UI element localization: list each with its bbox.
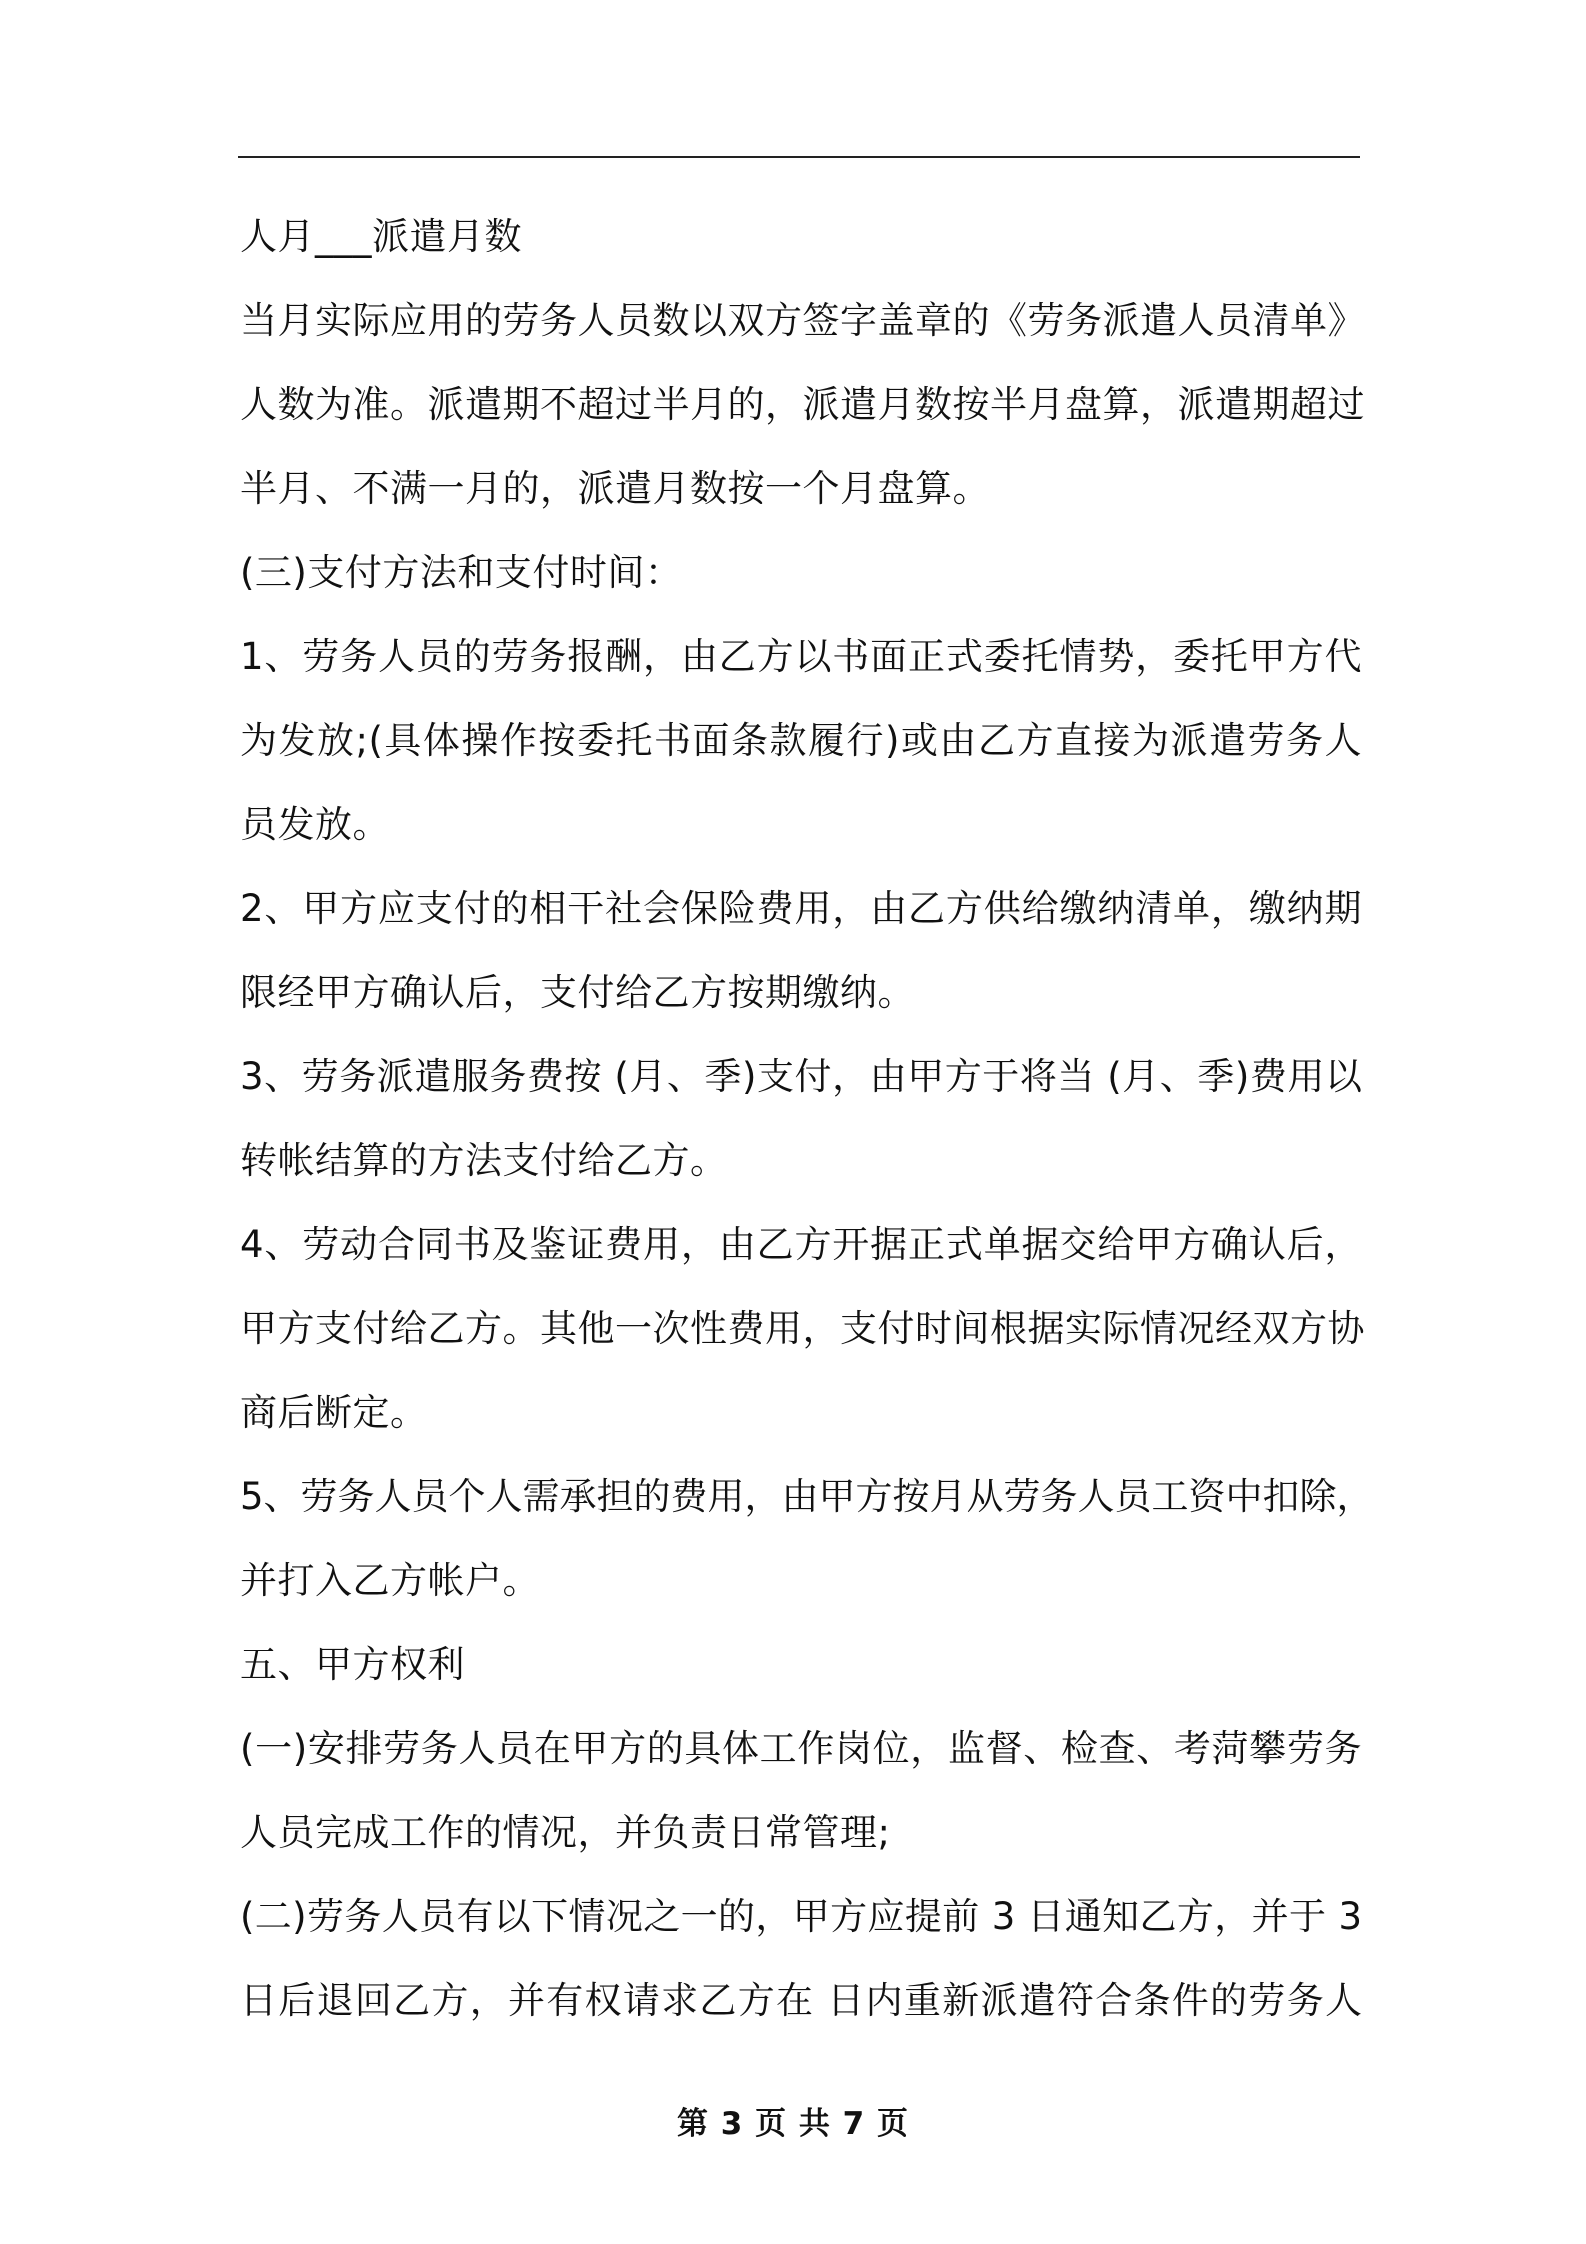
header-rule [238,156,1360,158]
text-line: 人数为准。派遣期不超过半月的，派遣月数按半月盘算，派遣期超过 [240,383,1365,426]
text-line: 当月实际应用的劳务人员数以双方签字盖章的《劳务派遣人员清单》 [240,299,1365,342]
text-line: 并打入乙方帐户。 [240,1559,540,1602]
text-line: 转帐结算的方法支付给乙方。 [240,1139,728,1182]
text-line: 日后退回乙方，并有权请求乙方在 日内重新派遣符合条件的劳务人 [240,1979,1362,2022]
text-line: 员发放。 [240,803,390,846]
document-body [240,195,1374,2043]
page-number: 第 3 页 共 7 页 [676,2106,910,2142]
text-line: 商后断定。 [240,1391,428,1434]
text-line: 1、劳务人员的劳务报酬，由乙方以书面正式委托情势，委托甲方代 [240,635,1362,678]
text-line: 4、劳动合同书及鉴证费用，由乙方开据正式单据交给甲方确认后， [240,1223,1362,1266]
text-line: 人员完成工作的情况，并负责日常管理; [240,1811,891,1854]
text-line: 半月、不满一月的，派遣月数按一个月盘算。 [240,467,990,510]
section-heading: (三)支付方法和支付时间： [240,551,683,594]
text-line: (二)劳务人员有以下情况之一的，甲方应提前 3 日通知乙方，并于 3 [240,1895,1362,1938]
text-line: 限经甲方确认后，支付给乙方按期缴纳。 [240,971,915,1014]
text-line: (一)安排劳务人员在甲方的具体工作岗位，监督、检查、考菏攀劳务 [240,1727,1362,1770]
section-heading: 五、甲方权利 [240,1643,465,1686]
text-line: 5、劳务人员个人需承担的费用，由甲方按月从劳务人员工资中扣除， [240,1475,1374,1518]
text-line: 甲方支付给乙方。其他一次性费用，支付时间根据实际情况经双方协 [240,1307,1365,1350]
text-line: 为发放;(具体操作按委托书面条款履行)或由乙方直接为派遣劳务人 [240,719,1362,762]
text-line: 3、劳务派遣服务费按 (月、季)支付，由甲方于将当 (月、季)费用以 [240,1055,1362,1098]
text-line: 人月___派遣月数 [240,215,522,258]
text-line: 2、甲方应支付的相干社会保险费用，由乙方供给缴纳清单，缴纳期 [240,887,1362,930]
